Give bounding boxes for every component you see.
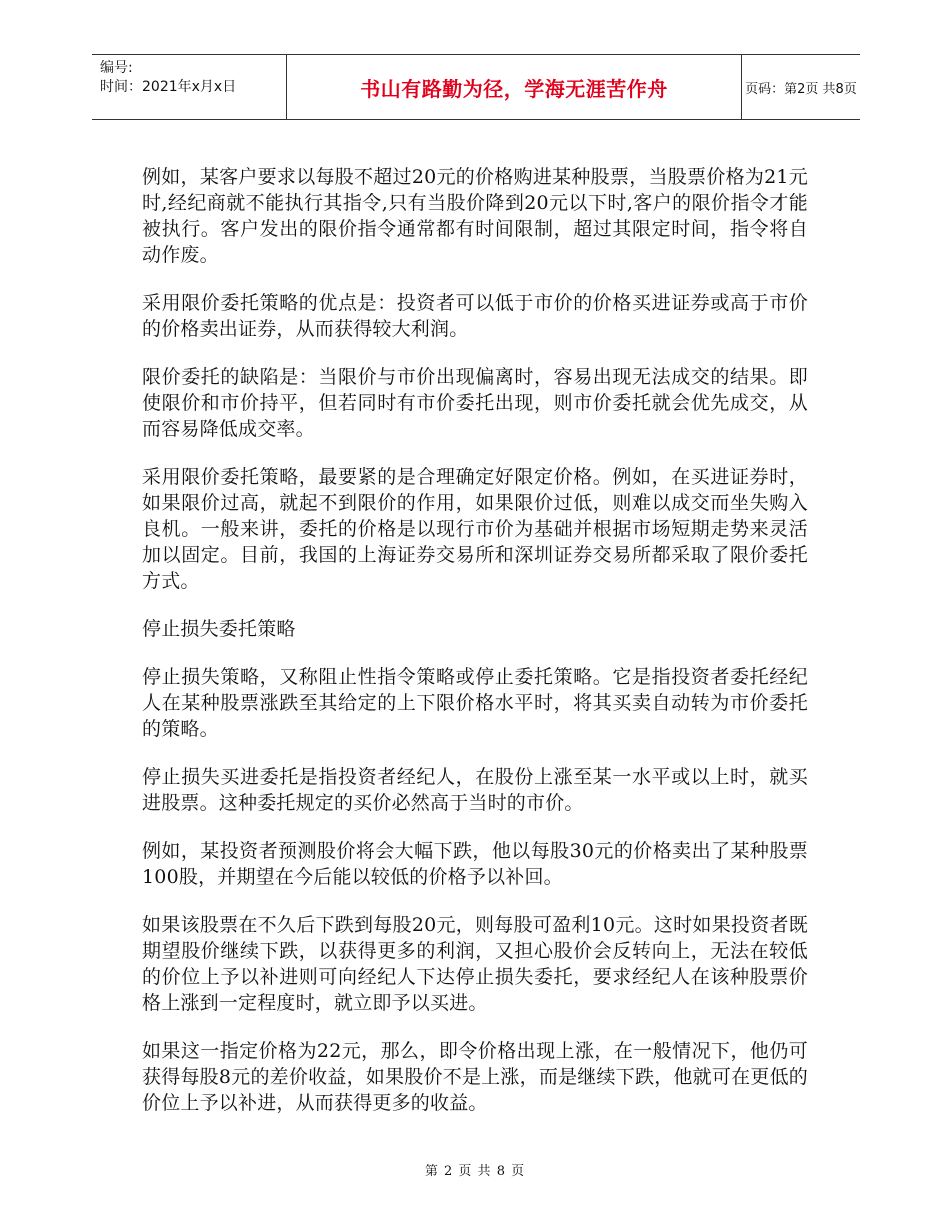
paragraph-limit-order-advantage: 采用限价委托策略的优点是：投资者可以低于市价的价格买进证券或高于市价的价格卖出证券，从而获得较大利润。 [142,292,808,340]
paragraph-limit-price-setting: 采用限价委托策略，最要紧的是合理确定好限定价格。例如，在买进证券时，如果限价过高，就起不到限价的作用，如果限价过低，则难以成交而坐失购入良机。一般来讲，委托的价格是以现行市价为基础并根据市场短期走势来灵活加以固定。目前，我国的上海证券交易所和深圳证券交易所都采取了限价委托方式。 [142,466,808,592]
paragraph-limit-order-drawback: 限价委托的缺陷是：当限价与市价出现偏离时，容易出现无法成交的结果。即使限价和市价持平，但若同时有市价委托出现，则市价委托就会优先成交，从而容易降低成交率。 [142,366,808,440]
paragraph-stop-loss-scenario: 如果该股票在不久后下跌到每股20元，则每股可盈利10元。这时如果投资者既期望股价继续下跌，以获得更多的利润，又担心股价会反转向上，无法在较低的价位上予以补进则可向经纪人下达停止损失委托，要求经纪人在该种股票价格上涨到一定程度时，就立即予以买进。 [142,914,808,1014]
paragraph-stop-loss-outcome: 如果这一指定价格为22元，那么，即令价格出现上涨，在一般情况下，他仍可获得每股8元的差价收益，如果股价不是上涨，而是继续下跌，他就可在更低的价位上予以补进，从而获得更多的收益。 [142,1040,808,1114]
paragraph-stop-loss-buy: 停止损失买进委托是指投资者经纪人，在股份上涨至某一水平或以上时，就买进股票。这种委托规定的买价必然高于当时的市价。 [142,766,808,814]
document-time: 时间：2021年x月x日 [100,79,237,95]
header-meta [100,59,290,97]
section-heading-stop-loss: 停止损失委托策略 [142,618,296,640]
document-body [142,164,808,1138]
header-motto-cell [286,55,742,119]
paragraph-limit-order-example: 例如，某客户要求以每股不超过20元的价格购进某种股票，当股票价格为21元时,经纪商就不能执行其指令,只有当股价降到20元以下时,客户的限价指令才能被执行。客户发出的限价指令通常都有时间限制，超过其限定时间，指令将自动作废。 [142,166,808,266]
page-header [92,54,860,120]
paragraph-stop-loss-definition: 停止损失策略，又称阻止性指令策略或停止委托策略。它是指投资者委托经纪人在某种股票涨跌至其给定的上下限价格水平时，将其买卖自动转为市价委托的策略。 [142,666,808,740]
page-footer: 第 2 页 共 8 页 [424,1164,526,1179]
header-motto: 书山有路勤为径，学海无涯苦作舟 [360,76,668,101]
header-page-info: 页码：第2页 共8页 [745,81,857,97]
document-number-label: 编号: [100,60,133,76]
paragraph-stop-loss-example: 例如，某投资者预测股价将会大幅下跌，他以每股30元的价格卖出了某种股票100股，并期望在今后能以较低的价格予以补回。 [142,840,808,888]
